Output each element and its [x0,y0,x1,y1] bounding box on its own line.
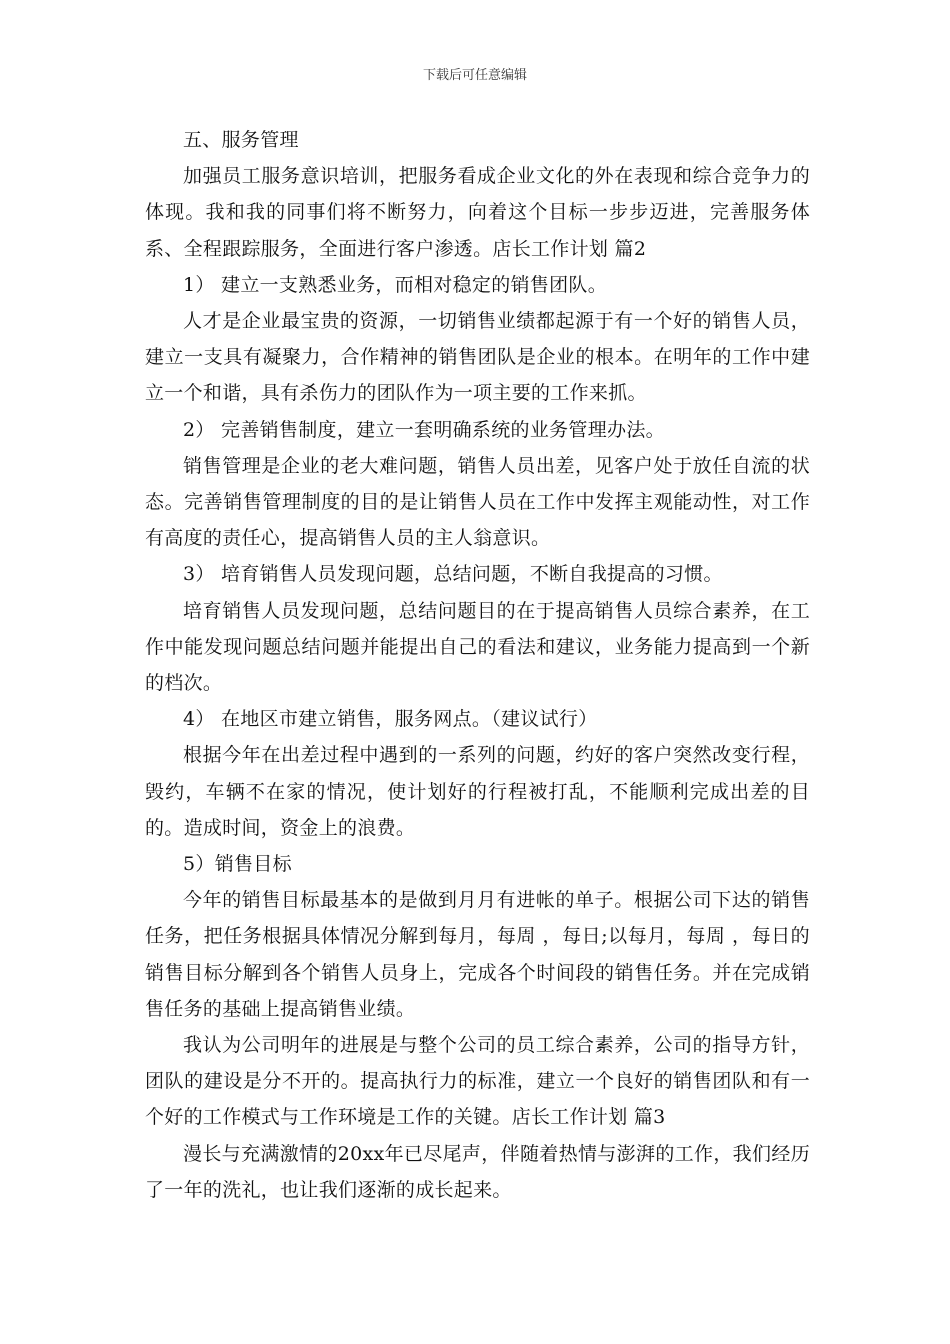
section-heading-service-management: 五、服务管理 [183,129,299,151]
list-item-3: 3） 培育销售人员发现问题，总结问题，不断自我提高的习惯。 [183,563,723,586]
paragraph-cultivate: 培育销售人员发现问题，总结问题目的在于提高销售人员综合素养，在工作中能发现问题总结问题并能提出自己的看法和建议，业务能力提高到一个新的档次。 [145,599,810,695]
list-item-1: 1） 建立一支熟悉业务，而相对稳定的销售团队。 [183,273,608,296]
document-body [145,122,810,1208]
paragraph-service-training: 加强员工服务意识培训，把服务看成企业文化的外在表现和综合竞争力的体现。我和我的同事们将不断努力，向着这个目标一步步迈进，完善服务体系、全程跟踪服务，全面进行客户渗透。店长工作计划 篇2 [145,165,810,260]
paragraph-company-progress: 我认为公司明年的进展是与整个公司的员工综合素养，公司的指导方针，团队的建设是分不开的。提高执行力的标准，建立一个良好的销售团队和有一个好的工作模式与工作环境是工作的关键。店长工作计划 篇3 [145,1034,810,1129]
page-header: 下载后可任意编辑 [422,68,527,83]
list-item-4: 4） 在地区市建立销售，服务网点。（建议试行） [183,708,598,731]
paragraph-sales-target: 今年的销售目标最基本的是做到月月有进帐的单子。根据公司下达的销售任务，把任务根据具体情况分解到每月，每周 ，每日;以每月，每周 ，每日的销售目标分解到各个销售人员身上，完成各个时间段的销售任务。并在完成销售任务的基础上提高销售业绩。 [145,889,810,1020]
paragraph-sales-management: 销售管理是企业的老大难问题，销售人员出差，见客户处于放任自流的状态。完善销售管理制度的目的是让销售人员在工作中发挥主观能动性，对工作有高度的责任心，提高销售人员的主人翁意识。 [145,454,810,550]
paragraph-talent: 人才是企业最宝贵的资源，一切销售业绩都起源于有一个好的销售人员，建立一支具有凝聚力，合作精神的销售团队是企业的根本。在明年的工作中建立一个和谐，具有杀伤力的团队作为一项主要的工作来抓。 [145,310,810,405]
paragraph-travel: 根据今年在出差过程中遇到的一系列的问题，约好的客户突然改变行程，毁约，车辆不在家的情况，使计划好的行程被打乱，不能顺利完成出差的目的。造成时间，资金上的浪费。 [145,744,810,839]
list-item-5: 5）销售目标 [183,853,292,876]
list-item-2: 2） 完善销售制度，建立一套明确系统的业务管理办法。 [183,418,665,441]
paragraph-year-end: 漫长与充满激情的20xx年已尽尾声，伴随着热情与澎湃的工作，我们经历了一年的洗礼，也让我们逐渐的成长起来。 [145,1142,810,1201]
